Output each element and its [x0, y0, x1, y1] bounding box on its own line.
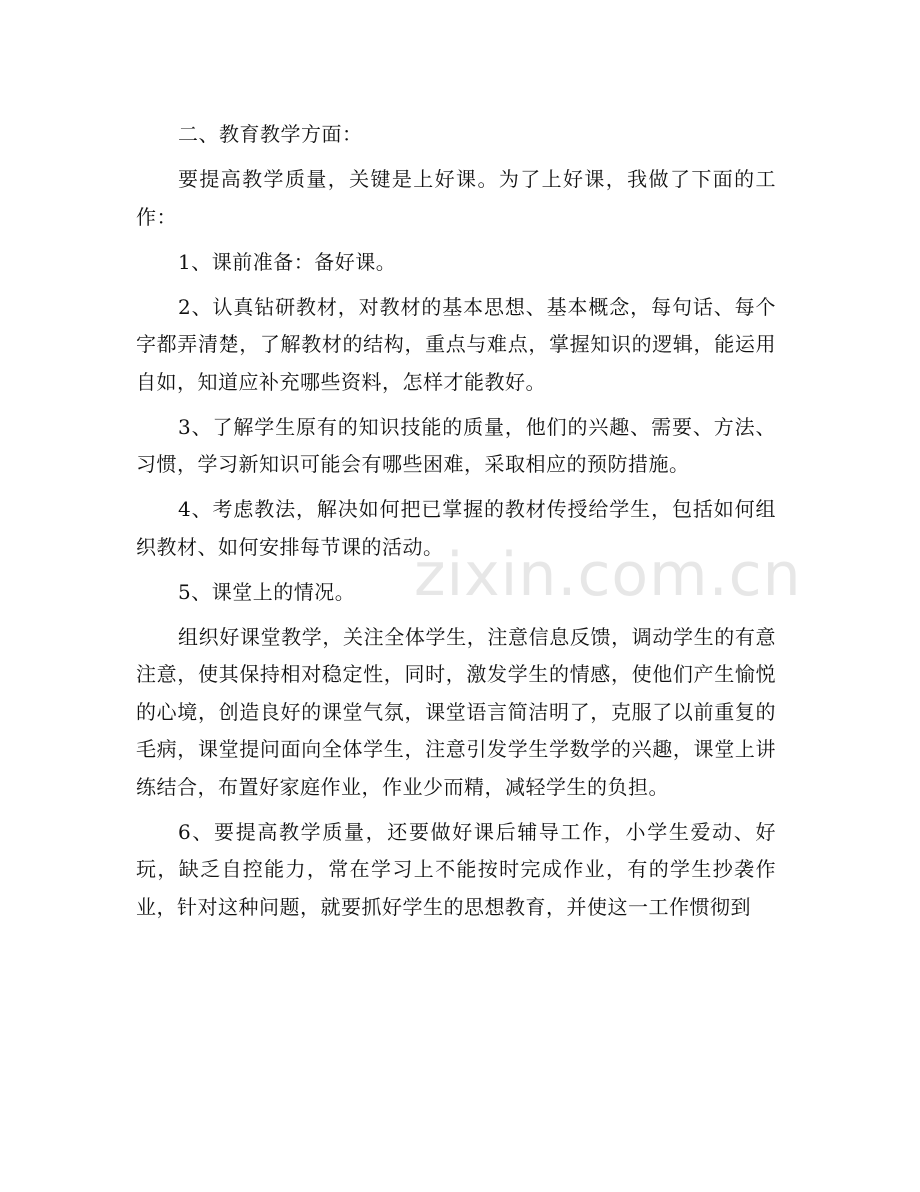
- section-heading: 二、教育教学方面：: [178, 122, 363, 146]
- paragraph-item-4: 4、考虑教法，解决如何把已掌握的教材传授给学生，包括如何组织教材、如何安排每节课的活动。: [136, 497, 776, 559]
- paragraph-item-1: 1、课前准备：备好课。: [178, 249, 397, 274]
- document-body: [136, 116, 776, 934]
- watermark-text: zixin.com.cn: [414, 540, 802, 610]
- paragraph-classroom-details: 组织好课堂教学，关注全体学生，注意信息反馈，调动学生的有意注意，使其保持相对稳定性，同时，激发学生的情感，使他们产生愉悦的心境，创造良好的课堂气氛，课堂语言简洁明了，克服了以前重复的毛病，课堂提问面向全体学生，注意引发学生学数学的兴趣，课堂上讲练结合，布置好家庭作业，作业少而精，减轻学生的负担。: [136, 624, 776, 799]
- paragraph-intro: 要提高教学质量，关键是上好课。为了上好课，我做了下面的工作：: [136, 167, 776, 229]
- paragraph-item-6: 6、要提高教学质量，还要做好课后辅导工作，小学生爱动、好玩，缺乏自控能力，常在学习上不能按时完成作业，有的学生抄袭作业，针对这种问题，就要抓好学生的思想教育，并使这一工作惯彻到: [136, 819, 776, 919]
- paragraph-item-5: 5、课堂上的情况。: [178, 579, 356, 604]
- paragraph-item-3: 3、了解学生原有的知识技能的质量，他们的兴趣、需要、方法、习惯，学习新知识可能会有哪些困难，采取相应的预防措施。: [136, 414, 776, 476]
- paragraph-item-2: 2、认真钻研教材，对教材的基本思想、基本概念，每句话、每个字都弄清楚，了解教材的结构，重点与难点，掌握知识的逻辑，能运用自如，知道应补充哪些资料，怎样才能教好。: [136, 294, 776, 394]
